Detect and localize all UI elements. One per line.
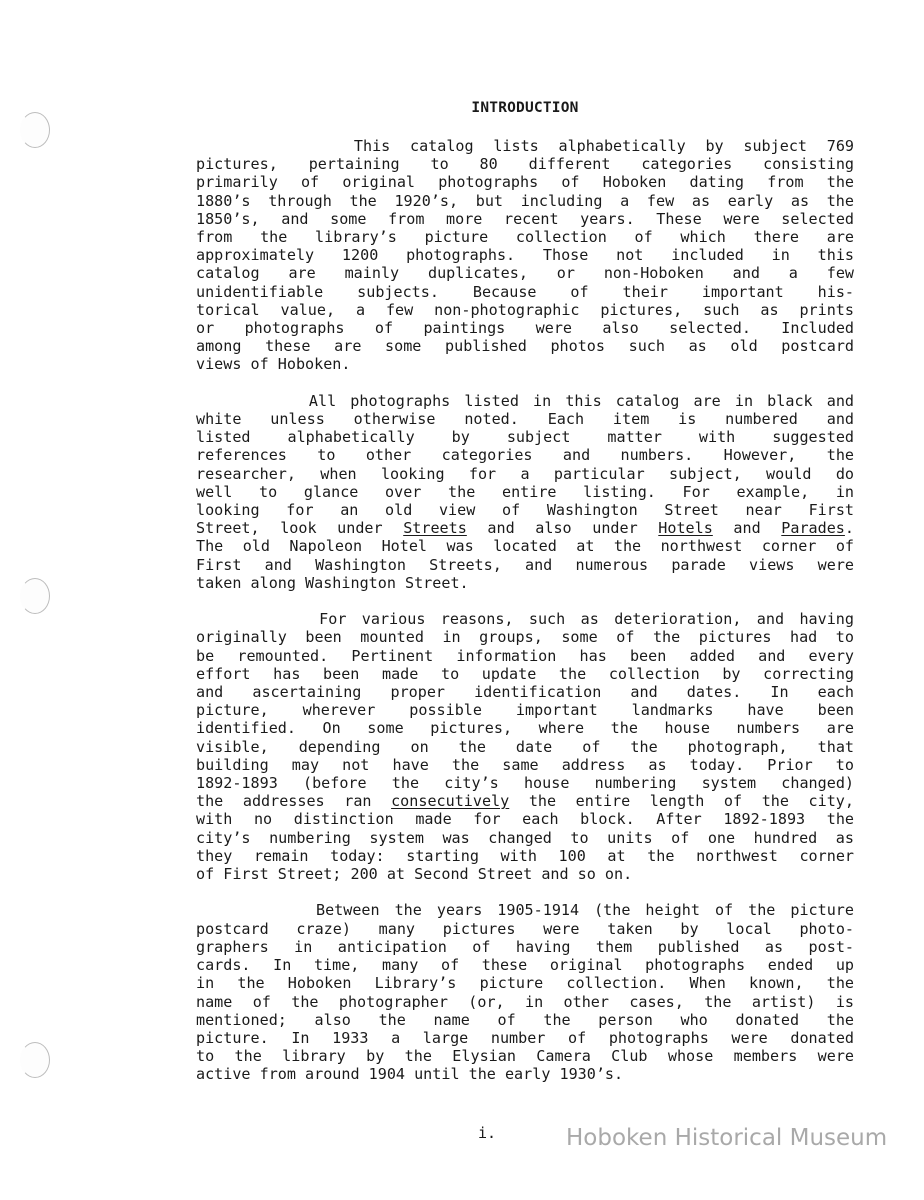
text-line: city’s numbering system was changed to units of one hundred as (196, 828, 854, 847)
text-line: views of Hoboken. (196, 355, 351, 374)
punch-hole-top (20, 112, 50, 148)
text-line: in the Hoboken Library’s picture collection. When known, the (196, 974, 854, 993)
text-line: Between the years 1905-1914 (the height of the picture (196, 901, 854, 920)
text-line: 1850’s, and some from more recent years. These were selected (196, 209, 854, 228)
text-line (196, 792, 854, 810)
text-line: 1880’s through the 1920’s, but including a few as early as the (196, 191, 854, 210)
text-line: references to other categories and numbers. However, the (196, 446, 854, 465)
text-line: white unless otherwise noted. Each item is numbered and (196, 410, 854, 429)
text-line: graphers in anticipation of having them published as post- (196, 937, 854, 956)
text-line: researcher, when looking for a particular subject, would do (196, 464, 854, 483)
punch-hole-bottom (20, 1042, 50, 1078)
text-line: 1892-1893 (before the city’s house numbering system changed) (196, 774, 854, 793)
text-line: or photographs of paintings were also selected. Included (196, 319, 854, 338)
text-segment: and (712, 519, 782, 538)
text-line: looking for an old view of Washington Street near First (196, 501, 854, 520)
text-line: effort has been made to update the collection by correcting (196, 664, 854, 683)
underlined-term: Hotels (658, 519, 713, 538)
text-line: be remounted. Pertinent information has been added and every (196, 646, 854, 665)
text-line: to the library by the Elysian Camera Club whose members were (196, 1047, 854, 1066)
text-line: building may not have the same address as today. Prior to (196, 755, 854, 774)
text-line: The old Napoleon Hotel was located at the northwest corner of (196, 537, 854, 556)
text-line: name of the photographer (or, in other cases, the artist) is (196, 992, 854, 1011)
text-segment: the entire length of the city, (509, 792, 854, 811)
text-line: torical value, a few non-photographic pictures, such as prints (196, 300, 854, 319)
page-title: INTRODUCTION (471, 100, 579, 116)
underlined-term: Streets (403, 519, 467, 538)
page-number: i. (478, 1124, 497, 1142)
body-text (196, 137, 854, 1102)
text-line: active from around 1904 until the early 1930’s. (196, 1065, 624, 1084)
text-line: All photographs listed in this catalog are in black and (196, 391, 854, 410)
text-line: and ascertaining proper identification and dates. In each (196, 683, 854, 702)
text-line: among these are some published photos such as old postcard (196, 337, 854, 356)
text-segment: the addresses ran (196, 792, 392, 811)
text-line: catalog are mainly duplicates, or non-Hoboken and a few (196, 264, 854, 283)
text-line: First and Washington Streets, and numerous parade views were (196, 555, 854, 574)
text-line: This catalog lists alphabetically by subject 769 (196, 137, 854, 155)
text-line: primarily of original photographs of Hoboken dating from the (196, 173, 854, 192)
text-line: mentioned; also the name of the person who donated the (196, 1010, 854, 1029)
text-line: listed alphabetically by subject matter with suggested (196, 428, 854, 447)
text-line: originally been mounted in groups, some of the pictures had to (196, 628, 854, 647)
text-line: For various reasons, such as deterioration, and having (196, 610, 854, 629)
paragraph (196, 901, 854, 1083)
text-line (196, 519, 854, 537)
text-line: well to glance over the entire listing. For example, in (196, 482, 854, 501)
punch-hole-middle (20, 578, 50, 614)
underlined-term: consecutively (391, 792, 510, 811)
text-line: taken along Washington Street. (196, 573, 469, 592)
text-line: picture, wherever possible important landmarks have been (196, 701, 854, 720)
text-line: visible, depending on the date of the photograph, that (196, 737, 854, 756)
text-line: from the library’s picture collection of which there are (196, 228, 854, 247)
paragraph (196, 392, 854, 592)
watermark: Hoboken Historical Museum (566, 1125, 888, 1151)
text-line: they remain today: starting with 100 at the northwest corner (196, 846, 854, 865)
text-line: identified. On some pictures, where the house numbers are (196, 719, 854, 738)
text-line: unidentifiable subjects. Because of their important his- (196, 282, 854, 301)
text-segment: . (844, 519, 854, 538)
underlined-term: Parades (781, 519, 845, 538)
text-line: of First Street; 200 at Second Street and so on. (196, 865, 633, 884)
text-line: approximately 1200 photographs. Those not included in this (196, 246, 854, 265)
paragraph (196, 610, 854, 883)
text-segment: and also under (466, 519, 659, 538)
text-segment: Street, look under (196, 519, 404, 538)
text-line: with no distinction made for each block. After 1892-1893 the (196, 810, 854, 829)
text-line: picture. In 1933 a large number of photographs were donated (196, 1028, 854, 1047)
text-line: cards. In time, many of these original photographs ended up (196, 956, 854, 975)
text-line: pictures, pertaining to 80 different categories consisting (196, 155, 854, 174)
paragraph (196, 137, 854, 374)
text-line: postcard craze) many pictures were taken by local photo- (196, 919, 854, 938)
